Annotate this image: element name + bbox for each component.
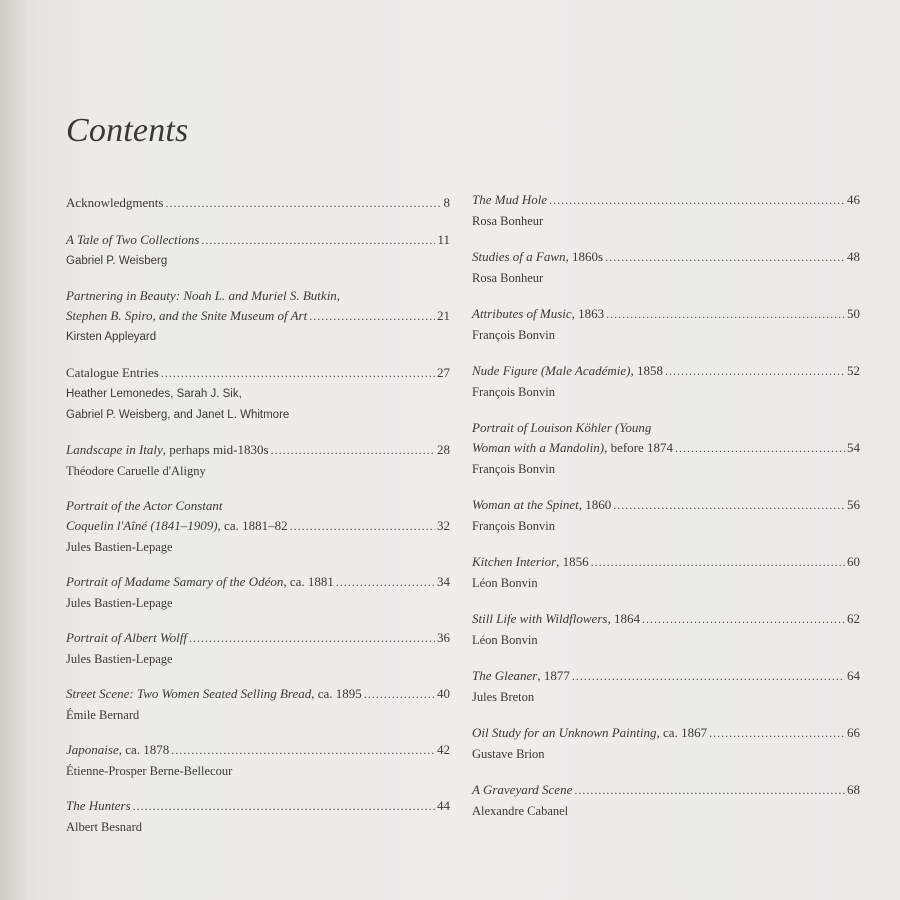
entry-title-italic: Studies of a Fawn [472, 249, 566, 264]
page-number: 32 [437, 518, 450, 533]
dot-leader [171, 741, 435, 760]
toc-entry [66, 193, 450, 213]
dot-leader [572, 667, 845, 686]
toc-entry [472, 723, 860, 764]
entry-author: Albert Besnard [66, 820, 143, 834]
page-number: 52 [847, 363, 860, 378]
entry-title-italic: Street Scene: Two Women Seated Selling Bread [66, 686, 312, 701]
dot-leader [364, 685, 435, 704]
entry-title-italic: Landscape in Italy [66, 442, 163, 457]
entry-date: , 1858 [630, 363, 663, 378]
entry-date: , ca. 1867 [656, 725, 708, 740]
toc-line [472, 247, 860, 267]
toc-line [66, 796, 450, 816]
dot-leader [201, 231, 435, 250]
entry-date: , ca. 1881–82 [217, 518, 288, 533]
entry-author: François Bonvin [472, 462, 555, 476]
toc-entry [472, 609, 860, 650]
entry-title: Portrait of Albert Wolff [66, 630, 187, 645]
toc-entry [66, 572, 450, 613]
page-number: 34 [437, 574, 450, 589]
entry-author: Jules Bastien-Lepage [66, 540, 173, 554]
toc-entry [66, 363, 450, 425]
toc-line [472, 438, 860, 458]
dot-leader [290, 517, 435, 536]
entry-author: Rosa Bonheur [472, 271, 544, 285]
entry-title-italic: Kitchen Interior [472, 554, 557, 569]
page-number: 66 [847, 725, 860, 740]
entry-title: Partnering in Beauty: Noah L. and Muriel S. Butkin, [66, 288, 341, 303]
entry-author: Jules Bastien-Lepage [66, 596, 173, 610]
entry-author: Étienne-Prosper Berne-Bellecour [66, 764, 233, 778]
toc-line [472, 361, 860, 381]
entry-date: , 1860 [578, 497, 612, 512]
entry-date: , 1860s [565, 249, 604, 264]
entry-title-italic: Woman at the Spinet [472, 497, 579, 512]
toc-line [66, 363, 450, 383]
entry-title: Stephen B. Spiro, and the Snite Museum of Art [66, 308, 308, 323]
page-number: 21 [437, 308, 450, 323]
page-number: 68 [847, 782, 860, 797]
toc-line [66, 286, 450, 305]
toc-line [66, 684, 450, 704]
entry-author: Gustave Brion [472, 747, 545, 761]
toc-entry [66, 496, 450, 557]
entry-title: Acknowledgments [66, 195, 164, 210]
entry-title: The Hunters [66, 798, 131, 813]
entry-author: François Bonvin [472, 385, 555, 399]
entry-title-italic: Nude Figure (Male Académie) [472, 363, 631, 378]
entry-title [472, 723, 707, 742]
entry-title-italic: The Gleaner [472, 668, 538, 683]
dot-leader [161, 364, 435, 383]
dot-leader [642, 610, 845, 629]
page-number: 40 [437, 686, 450, 701]
entry-date: , 1856 [556, 554, 589, 569]
toc-entry [472, 247, 860, 288]
entry-title: Catalogue Entries [66, 365, 159, 380]
entry-author: Rosa Bonheur [472, 214, 544, 228]
entry-title [66, 740, 169, 759]
entry-author: Gabriel P. Weisberg, and Janet L. Whitmore [66, 409, 290, 421]
dot-leader [613, 496, 845, 515]
toc-line [66, 193, 450, 213]
entry-title [472, 666, 570, 685]
dot-leader [133, 797, 435, 816]
toc-line [66, 572, 450, 592]
page-number: 64 [847, 668, 860, 683]
entry-title [472, 495, 611, 514]
page-number: 46 [847, 192, 860, 207]
toc-line [66, 230, 450, 250]
entry-date: , 1863 [571, 306, 605, 321]
entry-date: , perhaps mid-1830s [162, 442, 269, 457]
entry-date: , 1877 [537, 668, 570, 683]
entry-title-italic: Coquelin l'Aîné (1841–1909) [66, 518, 218, 533]
dot-leader [271, 441, 435, 460]
toc-entry [472, 495, 860, 536]
entry-title-italic: Portrait of Madame Samary of the Odéon [66, 574, 284, 589]
toc-line [66, 516, 450, 536]
entry-title [472, 552, 589, 571]
dot-leader [709, 724, 845, 743]
entry-title-italic: Japonaise [66, 742, 119, 757]
toc-line [472, 609, 860, 629]
entry-author: François Bonvin [472, 328, 555, 342]
toc-line [472, 418, 860, 437]
entry-title [472, 304, 604, 323]
entry-author: Jules Breton [472, 690, 535, 704]
entry-title [472, 361, 663, 380]
page-number: 44 [437, 798, 450, 813]
entry-date: , before 1874 [604, 440, 674, 455]
page-number: 42 [437, 742, 450, 757]
entry-title [66, 516, 288, 535]
dot-leader [665, 362, 845, 381]
page-number: 8 [443, 195, 450, 210]
toc-line [472, 495, 860, 515]
page-number: 54 [847, 440, 860, 455]
page-number: 62 [847, 611, 860, 626]
entry-title [66, 440, 269, 459]
toc-entry [66, 740, 450, 781]
entry-author: Jules Bastien-Lepage [66, 652, 173, 666]
entry-author: Léon Bonvin [472, 576, 538, 590]
toc-right-column [472, 190, 860, 821]
dot-leader [605, 248, 845, 267]
entry-title [472, 438, 673, 457]
toc-entry [66, 684, 450, 725]
entry-title: Portrait of the Actor Constant [66, 498, 223, 513]
toc-line [472, 552, 860, 572]
page-number: 60 [847, 554, 860, 569]
toc-line [66, 440, 450, 460]
toc-line [66, 306, 450, 326]
toc-line [472, 304, 860, 324]
dot-leader [189, 629, 435, 648]
entry-title: A Tale of Two Collections [66, 232, 200, 247]
dot-leader [574, 781, 845, 800]
toc-entry [472, 552, 860, 593]
dot-leader [606, 305, 845, 324]
entry-title [66, 572, 334, 591]
entry-date: , ca. 1895 [311, 686, 362, 701]
toc-line [472, 190, 860, 210]
toc-entry [66, 440, 450, 481]
dot-leader [591, 553, 845, 572]
entry-title-italic: Still Life with Wildflowers [472, 611, 608, 626]
dot-leader [549, 191, 845, 210]
entry-date: , 1864 [607, 611, 640, 626]
page-number: 28 [437, 442, 450, 457]
toc-entry [472, 190, 860, 231]
entry-author: Théodore Caruelle d'Aligny [66, 464, 206, 478]
page-number: 50 [847, 306, 860, 321]
dot-leader [165, 194, 441, 213]
entry-date: , ca. 1878 [118, 742, 170, 757]
entry-author: François Bonvin [472, 519, 555, 533]
dot-leader [675, 439, 845, 458]
entry-title [472, 609, 640, 628]
entry-title-italic: Oil Study for an Unknown Painting [472, 725, 657, 740]
toc-entry [66, 796, 450, 837]
toc-entry [472, 780, 860, 821]
page-number: 48 [847, 249, 860, 264]
page-number: 11 [437, 232, 450, 247]
toc-entry [472, 304, 860, 345]
toc-line [66, 740, 450, 760]
entry-title-italic: Attributes of Music [472, 306, 572, 321]
entry-date: , ca. 1881 [283, 574, 334, 589]
entry-author: Heather Lemonedes, Sarah J. Sik, [66, 388, 242, 400]
toc-entry [472, 361, 860, 402]
toc-entry [472, 418, 860, 479]
page-number: 56 [847, 497, 860, 512]
page-title: Contents [66, 112, 189, 149]
entry-title [472, 247, 603, 266]
toc-line [66, 628, 450, 648]
page-number: 36 [437, 630, 450, 645]
toc-entry [66, 286, 450, 347]
entry-author: Gabriel P. Weisberg [66, 255, 168, 267]
page-number: 27 [437, 365, 450, 380]
entry-title: Portrait of Louison Köhler (Young [472, 420, 652, 435]
entry-title [66, 684, 362, 703]
entry-author: Émile Bernard [66, 708, 140, 722]
toc-entry [66, 628, 450, 669]
toc-entry [66, 230, 450, 271]
entry-author: Alexandre Cabanel [472, 804, 569, 818]
toc-line [472, 666, 860, 686]
toc-left-column [66, 190, 450, 837]
entry-title: A Graveyard Scene [472, 782, 573, 797]
entry-title: The Mud Hole [472, 192, 548, 207]
dot-leader [309, 307, 435, 326]
dot-leader [336, 573, 435, 592]
entry-title-italic: Woman with a Mandolin) [472, 440, 605, 455]
toc-entry [472, 666, 860, 707]
toc-line [66, 496, 450, 515]
toc-line [472, 780, 860, 800]
entry-author: Kirsten Appleyard [66, 331, 157, 343]
entry-author: Léon Bonvin [472, 633, 538, 647]
toc-line [472, 723, 860, 743]
